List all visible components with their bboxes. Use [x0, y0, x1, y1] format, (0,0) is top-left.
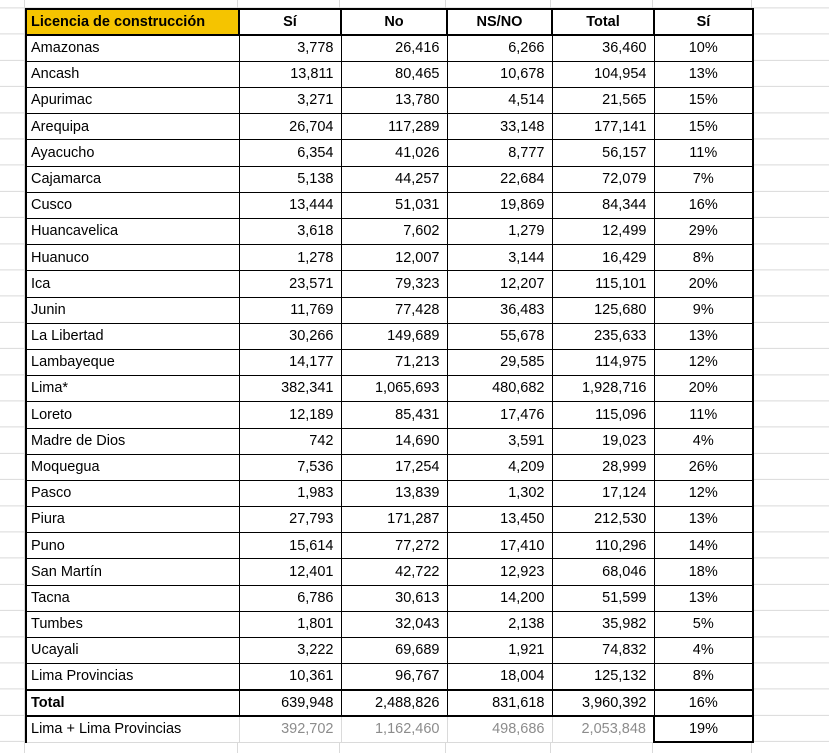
cell-si[interactable]: 3,222 — [239, 638, 341, 664]
cell-name[interactable]: Huanuco — [26, 245, 239, 271]
cell-pct[interactable]: 20% — [654, 376, 753, 402]
cell-no[interactable]: 80,465 — [341, 61, 447, 87]
header-licencia-de-construccion[interactable]: Licencia de construcción — [26, 9, 239, 35]
cell-si[interactable]: 3,778 — [239, 35, 341, 61]
cell-name[interactable]: Ucayali — [26, 638, 239, 664]
cell-name[interactable]: Ancash — [26, 61, 239, 87]
cell-nsno[interactable]: 3,591 — [447, 428, 552, 454]
total-row — [26, 690, 753, 716]
cell-nsno[interactable]: 1,302 — [447, 480, 552, 506]
table-row — [26, 402, 753, 428]
cell-pct[interactable]: 15% — [654, 114, 753, 140]
header-no[interactable]: No — [341, 9, 447, 35]
cell-total[interactable]: 19,023 — [552, 428, 654, 454]
cell-total[interactable]: 74,832 — [552, 638, 654, 664]
cell-total[interactable]: 12,499 — [552, 219, 654, 245]
cell-no[interactable]: 96,767 — [341, 664, 447, 690]
table-row — [26, 454, 753, 480]
cell-pct[interactable]: 11% — [654, 402, 753, 428]
table-row — [26, 271, 753, 297]
cell-nsno[interactable]: 33,148 — [447, 114, 552, 140]
cell-pct[interactable]: 9% — [654, 297, 753, 323]
cell-total[interactable]: 212,530 — [552, 507, 654, 533]
table-row — [26, 114, 753, 140]
table-row — [26, 323, 753, 349]
cell-no[interactable]: 13,839 — [341, 480, 447, 506]
cell-nsno[interactable]: 1,921 — [447, 638, 552, 664]
cell-no[interactable]: 79,323 — [341, 271, 447, 297]
cell-no[interactable]: 149,689 — [341, 323, 447, 349]
cell-si[interactable]: 3,618 — [239, 219, 341, 245]
cell-name[interactable]: Madre de Dios — [26, 428, 239, 454]
cell-nsno[interactable]: 19,869 — [447, 192, 552, 218]
cell-no[interactable]: 2,488,826 — [341, 690, 447, 716]
cell-pct[interactable]: 13% — [654, 585, 753, 611]
cell-no[interactable]: 7,602 — [341, 219, 447, 245]
table-row — [26, 245, 753, 271]
cell-pct[interactable]: 13% — [654, 61, 753, 87]
cell-si[interactable]: 7,536 — [239, 454, 341, 480]
cell-no[interactable]: 69,689 — [341, 638, 447, 664]
cell-name[interactable]: Apurimac — [26, 88, 239, 114]
cell-si[interactable]: 6,354 — [239, 140, 341, 166]
cell-pct[interactable]: 8% — [654, 245, 753, 271]
header-si-percent[interactable]: Sí — [654, 9, 753, 35]
cell-name[interactable]: Arequipa — [26, 114, 239, 140]
table-body — [26, 35, 753, 742]
cell-total[interactable]: 177,141 — [552, 114, 654, 140]
cell-name[interactable]: Junin — [26, 297, 239, 323]
cell-total[interactable]: 104,954 — [552, 61, 654, 87]
cell-total[interactable]: 28,999 — [552, 454, 654, 480]
cell-name[interactable]: Lima* — [26, 376, 239, 402]
cell-pct[interactable]: 12% — [654, 349, 753, 375]
header-row — [26, 9, 753, 35]
cell-no[interactable]: 71,213 — [341, 349, 447, 375]
cell-total[interactable]: 3,960,392 — [552, 690, 654, 716]
cell-name[interactable]: Tacna — [26, 585, 239, 611]
table-row — [26, 376, 753, 402]
cell-si[interactable]: 1,278 — [239, 245, 341, 271]
cell-nsno[interactable]: 12,207 — [447, 271, 552, 297]
cell-no[interactable]: 171,287 — [341, 507, 447, 533]
table-row — [26, 559, 753, 585]
cell-no[interactable]: 14,690 — [341, 428, 447, 454]
cell-nsno[interactable]: 18,004 — [447, 664, 552, 690]
cell-no[interactable]: 30,613 — [341, 585, 447, 611]
cell-no[interactable]: 77,272 — [341, 533, 447, 559]
cell-no[interactable]: 12,007 — [341, 245, 447, 271]
cell-total[interactable]: 72,079 — [552, 166, 654, 192]
cell-si[interactable]: 382,341 — [239, 376, 341, 402]
cell-no[interactable]: 44,257 — [341, 166, 447, 192]
cell-no[interactable]: 17,254 — [341, 454, 447, 480]
table-row — [26, 533, 753, 559]
table-row — [26, 611, 753, 637]
cell-si[interactable]: 6,786 — [239, 585, 341, 611]
cell-pct[interactable]: 15% — [654, 88, 753, 114]
table-row — [26, 88, 753, 114]
cell-name[interactable]: Ica — [26, 271, 239, 297]
cell-si[interactable]: 12,189 — [239, 402, 341, 428]
cell-name[interactable]: Moquegua — [26, 454, 239, 480]
cell-name[interactable]: Pasco — [26, 480, 239, 506]
cell-pct[interactable]: 26% — [654, 454, 753, 480]
cell-name[interactable]: Piura — [26, 507, 239, 533]
cell-no[interactable]: 51,031 — [341, 192, 447, 218]
cell-total[interactable]: 84,344 — [552, 192, 654, 218]
cell-no[interactable]: 41,026 — [341, 140, 447, 166]
cell-nsno[interactable]: 17,476 — [447, 402, 552, 428]
cell-name[interactable]: Cusco — [26, 192, 239, 218]
cell-si[interactable]: 26,704 — [239, 114, 341, 140]
cell-name[interactable]: San Martín — [26, 559, 239, 585]
cell-total[interactable]: 35,982 — [552, 611, 654, 637]
cell-no[interactable]: 1,162,460 — [341, 716, 447, 742]
cell-pct[interactable]: 13% — [654, 507, 753, 533]
cell-name[interactable]: Lambayeque — [26, 349, 239, 375]
cell-name[interactable]: Puno — [26, 533, 239, 559]
cell-nsno[interactable]: 13,450 — [447, 507, 552, 533]
cell-nsno[interactable]: 3,144 — [447, 245, 552, 271]
cell-pct[interactable]: 4% — [654, 638, 753, 664]
table-row — [26, 61, 753, 87]
cell-pct[interactable]: 4% — [654, 428, 753, 454]
cell-si[interactable]: 742 — [239, 428, 341, 454]
cell-no[interactable]: 42,722 — [341, 559, 447, 585]
table-row — [26, 166, 753, 192]
cell-total[interactable]: 125,680 — [552, 297, 654, 323]
cell-si[interactable]: 1,801 — [239, 611, 341, 637]
cell-name[interactable]: Cajamarca — [26, 166, 239, 192]
table-row — [26, 297, 753, 323]
cell-nsno[interactable]: 22,684 — [447, 166, 552, 192]
table-row — [26, 480, 753, 506]
cell-name[interactable]: Lima + Lima Provincias — [26, 716, 239, 742]
table-row — [26, 35, 753, 61]
table-row — [26, 192, 753, 218]
cell-no[interactable]: 117,289 — [341, 114, 447, 140]
cell-total[interactable]: 16,429 — [552, 245, 654, 271]
cell-total[interactable]: 51,599 — [552, 585, 654, 611]
cell-si[interactable]: 13,444 — [239, 192, 341, 218]
cell-nsno[interactable]: 6,266 — [447, 35, 552, 61]
cell-si[interactable]: 10,361 — [239, 664, 341, 690]
cell-total[interactable]: 115,096 — [552, 402, 654, 428]
cell-total[interactable]: 21,565 — [552, 88, 654, 114]
cell-si[interactable]: 14,177 — [239, 349, 341, 375]
cell-no[interactable]: 32,043 — [341, 611, 447, 637]
cell-pct[interactable]: 13% — [654, 323, 753, 349]
table-row — [26, 507, 753, 533]
cell-pct[interactable]: 19% — [654, 716, 753, 742]
cell-pct[interactable]: 20% — [654, 271, 753, 297]
table-row — [26, 585, 753, 611]
cell-total[interactable]: 110,296 — [552, 533, 654, 559]
header-si[interactable]: Sí — [239, 9, 341, 35]
cell-name[interactable]: Total — [26, 690, 239, 716]
table-row — [26, 638, 753, 664]
cell-total[interactable]: 36,460 — [552, 35, 654, 61]
cell-pct[interactable]: 10% — [654, 35, 753, 61]
cell-si[interactable]: 5,138 — [239, 166, 341, 192]
cell-total[interactable]: 2,053,848 — [552, 716, 654, 742]
cell-si[interactable]: 11,769 — [239, 297, 341, 323]
cell-nsno[interactable]: 498,686 — [447, 716, 552, 742]
cell-si[interactable]: 23,571 — [239, 271, 341, 297]
cell-name[interactable]: La Libertad — [26, 323, 239, 349]
cell-pct[interactable]: 18% — [654, 559, 753, 585]
cell-pct[interactable]: 16% — [654, 192, 753, 218]
cell-name[interactable]: Huancavelica — [26, 219, 239, 245]
cell-no[interactable]: 13,780 — [341, 88, 447, 114]
cell-nsno[interactable]: 4,514 — [447, 88, 552, 114]
cell-no[interactable]: 77,428 — [341, 297, 447, 323]
footer-row — [26, 716, 753, 742]
cell-total[interactable]: 235,633 — [552, 323, 654, 349]
cell-pct[interactable]: 12% — [654, 480, 753, 506]
table-row — [26, 428, 753, 454]
cell-si[interactable]: 27,793 — [239, 507, 341, 533]
cell-total[interactable]: 68,046 — [552, 559, 654, 585]
cell-nsno[interactable]: 36,483 — [447, 297, 552, 323]
cell-total[interactable]: 125,132 — [552, 664, 654, 690]
header-nsno[interactable]: NS/NO — [447, 9, 552, 35]
cell-nsno[interactable]: 55,678 — [447, 323, 552, 349]
cell-si[interactable]: 3,271 — [239, 88, 341, 114]
cell-name[interactable]: Ayacucho — [26, 140, 239, 166]
cell-pct[interactable]: 29% — [654, 219, 753, 245]
table-row — [26, 219, 753, 245]
cell-si[interactable]: 13,811 — [239, 61, 341, 87]
cell-nsno[interactable]: 10,678 — [447, 61, 552, 87]
cell-si[interactable]: 15,614 — [239, 533, 341, 559]
cell-total[interactable]: 114,975 — [552, 349, 654, 375]
cell-si[interactable]: 1,983 — [239, 480, 341, 506]
cell-total[interactable]: 56,157 — [552, 140, 654, 166]
cell-no[interactable]: 85,431 — [341, 402, 447, 428]
cell-nsno[interactable]: 2,138 — [447, 611, 552, 637]
cell-nsno[interactable]: 4,209 — [447, 454, 552, 480]
cell-no[interactable]: 26,416 — [341, 35, 447, 61]
cell-name[interactable]: Tumbes — [26, 611, 239, 637]
cell-nsno[interactable]: 1,279 — [447, 219, 552, 245]
cell-pct[interactable]: 14% — [654, 533, 753, 559]
table-row — [26, 349, 753, 375]
cell-nsno[interactable]: 8,777 — [447, 140, 552, 166]
cell-name[interactable]: Lima Provincias — [26, 664, 239, 690]
cell-nsno[interactable]: 480,682 — [447, 376, 552, 402]
cell-pct[interactable]: 8% — [654, 664, 753, 690]
cell-total[interactable]: 17,124 — [552, 480, 654, 506]
table-row — [26, 140, 753, 166]
cell-name[interactable]: Loreto — [26, 402, 239, 428]
cell-total[interactable]: 1,928,716 — [552, 376, 654, 402]
table-row — [26, 664, 753, 690]
cell-nsno[interactable]: 831,618 — [447, 690, 552, 716]
cell-pct[interactable]: 7% — [654, 166, 753, 192]
cell-pct[interactable]: 16% — [654, 690, 753, 716]
cell-si[interactable]: 30,266 — [239, 323, 341, 349]
cell-si[interactable]: 639,948 — [239, 690, 341, 716]
cell-pct[interactable]: 11% — [654, 140, 753, 166]
cell-nsno[interactable]: 12,923 — [447, 559, 552, 585]
cell-si[interactable]: 392,702 — [239, 716, 341, 742]
cell-no[interactable]: 1,065,693 — [341, 376, 447, 402]
cell-name[interactable]: Amazonas — [26, 35, 239, 61]
cell-nsno[interactable]: 29,585 — [447, 349, 552, 375]
header-total[interactable]: Total — [552, 9, 654, 35]
cell-total[interactable]: 115,101 — [552, 271, 654, 297]
cell-pct[interactable]: 5% — [654, 611, 753, 637]
cell-si[interactable]: 12,401 — [239, 559, 341, 585]
cell-nsno[interactable]: 14,200 — [447, 585, 552, 611]
licencia-construccion-table — [25, 8, 754, 743]
cell-nsno[interactable]: 17,410 — [447, 533, 552, 559]
